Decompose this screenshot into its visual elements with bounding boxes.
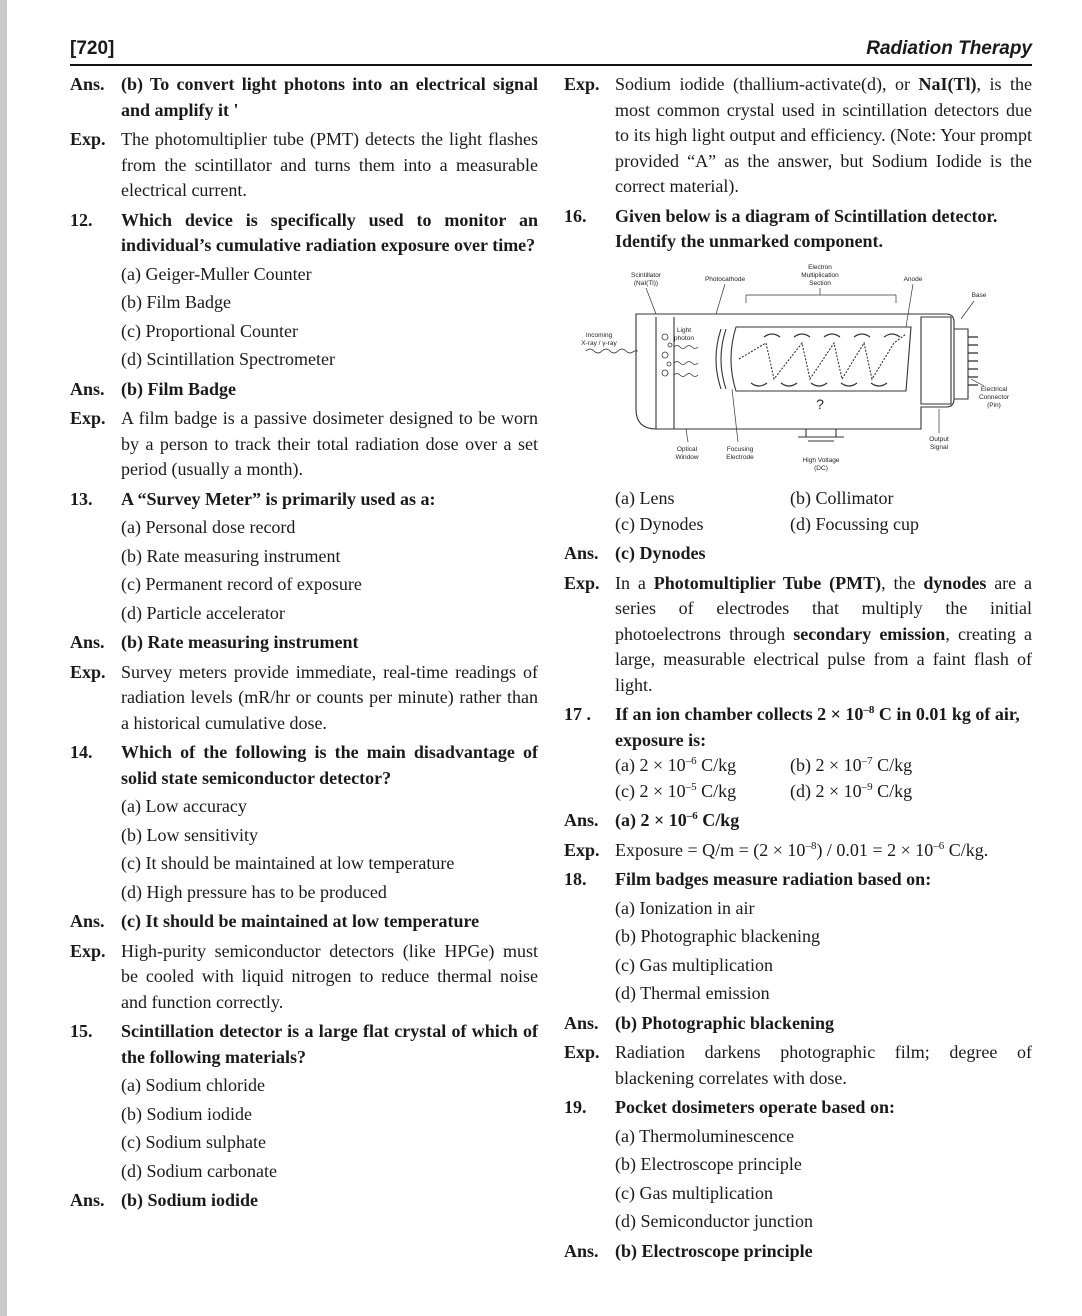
q17-question: 17 . If an ion chamber collects $2 \times 10^{-8}$ C in 0.01 kg of air, exposure is: [564, 704, 1020, 750]
q12-explanation: Exp. A film badge is a passive dosimeter designed to be worn by a person to track their total radiation dose over a set period (usually a month). [70, 408, 538, 479]
label-signal: Signal [929, 443, 949, 451]
right-column [564, 72, 1032, 1264]
label-connector: Connector [979, 393, 1009, 401]
section-title: Radiation Therapy [866, 38, 1032, 59]
q19-option: (d) Semiconductor junction [615, 1211, 813, 1231]
q11-answer: Ans. (b) To convert light photons into an electrical signal and amplify it ' [70, 74, 538, 120]
q19-option: (a) Thermoluminescence [615, 1125, 795, 1146]
q13-question: 13. A “Survey Meter” is primarily used as a: [70, 488, 436, 509]
q17-option: (d) $2 \times 10^{-9}$ C/kg [790, 780, 913, 801]
q19-question: 19. Pocket dosimeters operate based on: [564, 1097, 895, 1117]
q17-answer: Ans. (a) $2 \times 10^{-6}$ C/kg [564, 810, 740, 830]
q17-options [564, 753, 1032, 804]
q12-option: (d) Scintillation Spectrometer [121, 349, 335, 369]
q16-option: (a) Lens [615, 488, 675, 508]
label-photon: photon [674, 334, 694, 342]
q14-option: (c) It should be maintained at low temperature [121, 853, 455, 873]
q18-option: (a) Ionization in air [615, 897, 755, 918]
q14-explanation: Exp. High-purity semiconductor detectors (like HPGe) must be cooled with liquid nitrogen to reduce thermal noise and function correctly. [70, 940, 538, 1012]
label-focusing: Focusing [726, 445, 754, 453]
q17-option: (b) $2 \times 10^{-7}$ C/kg [790, 755, 913, 775]
q14-question: 14. Which of the following is the main disadvantage of solid state semiconductor detector? [70, 742, 538, 788]
q12-option: (b) Film Badge [121, 292, 231, 312]
q15-option: (c) Sodium sulphate [121, 1132, 266, 1152]
header-rule [70, 64, 1032, 66]
label-question: ? [816, 395, 824, 412]
q15-option: (a) Sodium chloride [121, 1075, 265, 1095]
q16-option: (d) Focussing cup [790, 513, 919, 534]
q18-question: 18. Film badges measure radiation based on: [564, 869, 932, 889]
label-base: Base [971, 291, 987, 299]
q14-option: (b) Low sensitivity [121, 824, 258, 845]
q15-option: (d) Sodium carbonate [121, 1160, 277, 1181]
label-nai: (NaI(Tl)) [633, 279, 659, 287]
q11-explanation: Exp. The photomultiplier tube (PMT) detects the light flashes from the scintillator and turns them into a measurable electrical current. [70, 129, 538, 200]
label-electrical: Electrical [980, 385, 1008, 393]
label-window: Window [675, 453, 699, 461]
label-anode: Anode [903, 275, 923, 283]
label-xray: X-ray / γ-ray [581, 339, 617, 347]
q13-option: (b) Rate measuring instrument [121, 545, 341, 566]
q17-option: (a) $2 \times 10^{-6}$ C/kg [615, 755, 737, 775]
q16-question: 16. Given below is a diagram of Scintillation detector. Identify the unmarked component. [564, 205, 998, 251]
q14-answer: Ans. (c) It should be maintained at low temperature [70, 911, 480, 931]
q13-explanation: Exp. Survey meters provide immediate, real-time readings of radiation levels (mR/hr or counts per minute) rather than a historical cumulative dose. [70, 661, 538, 733]
label-electron: Electron [808, 263, 832, 271]
label-output: Output [929, 435, 949, 443]
label-light: Light [676, 326, 692, 334]
label-dc: (DC) [814, 464, 828, 472]
q17-option: (c) $2 \times 10^{-5}$ C/kg [615, 780, 737, 801]
label-photocathode: Photocathode [704, 275, 746, 283]
label-optical: Optical [676, 445, 698, 453]
q13-option: (d) Particle accelerator [121, 602, 285, 623]
label-pin: (Pin) [987, 401, 1001, 409]
q16-option: (c) Dynodes [615, 513, 704, 534]
q16-explanation: Exp. In a Photomultiplier Tube (PMT), the dynodes are a series of electrodes that multiply the initial photoelectrons through secondary emission, creating a large, measurable electrical pulse from a faint flash of light. [564, 572, 1033, 695]
q15-option: (b) Sodium iodide [121, 1103, 252, 1124]
q18-explanation: Exp. Radiation darkens photographic film; degree of blackening correlates with dose. [564, 1042, 1032, 1088]
q12-answer: Ans. (b) Film Badge [70, 378, 236, 399]
left-edge-bar [0, 0, 7, 1316]
q13-answer: Ans. (b) Rate measuring instrument [70, 632, 359, 652]
q14-option: (d) High pressure has to be produced [121, 881, 387, 902]
left-column [70, 72, 538, 1214]
label-scintillator: Scintillator [631, 271, 661, 279]
q15-explanation: Exp. Sodium iodide (thallium-activate(d), or NaI(Tl), is the most common crystal used in scintillation detectors due to its high light output and efficiency. (Note: Your prompt provided “A” as the answer, but Sodium Iodide is the correct material). [564, 74, 1033, 196]
label-multiplication: Multiplication [801, 271, 839, 279]
label-incoming: Incoming [585, 331, 613, 339]
q12-option: (a) Geiger-Muller Counter [121, 263, 312, 284]
q13-option: (a) Personal dose record [121, 517, 296, 537]
label-high-voltage: High Voltage [802, 456, 840, 464]
q19-answer: Ans. (b) Electroscope principle [564, 1240, 813, 1261]
q13-option: (c) Permanent record of exposure [121, 574, 362, 594]
q18-option: (b) Photographic blackening [615, 926, 820, 946]
q12-option: (c) Proportional Counter [121, 320, 298, 341]
q18-option: (c) Gas multiplication [615, 954, 773, 975]
q16-options [564, 486, 1032, 537]
q16-answer: Ans. (c) Dynodes [564, 543, 706, 563]
q15-answer: Ans. (b) Sodium iodide [70, 1190, 259, 1210]
q19-option: (c) Gas multiplication [615, 1182, 773, 1203]
page-number: [720] [70, 38, 115, 59]
label-electrode: Electrode [726, 453, 754, 461]
q15-question: 15. Scintillation detector is a large flat crystal of which of the following materials? [70, 1021, 538, 1067]
label-section: Section [809, 279, 831, 287]
q18-answer: Ans. (b) Photographic blackening [564, 1012, 835, 1033]
q16-option: (b) Collimator [790, 488, 894, 508]
scintillation-detector-diagram [576, 259, 1032, 487]
q19-option: (b) Electroscope principle [615, 1154, 802, 1174]
q14-option: (a) Low accuracy [121, 796, 247, 816]
q17-explanation: Exp. Exposure = $Q/m = (2 \times 10^{-8}) / 0.01 = 2 \times 10^{-6}$ C/kg. [564, 839, 989, 860]
q18-option: (d) Thermal emission [615, 983, 770, 1003]
q12-question: 12. Which device is specifically used to monitor an individual’s cumulative radiation exposure over time? [70, 209, 538, 255]
